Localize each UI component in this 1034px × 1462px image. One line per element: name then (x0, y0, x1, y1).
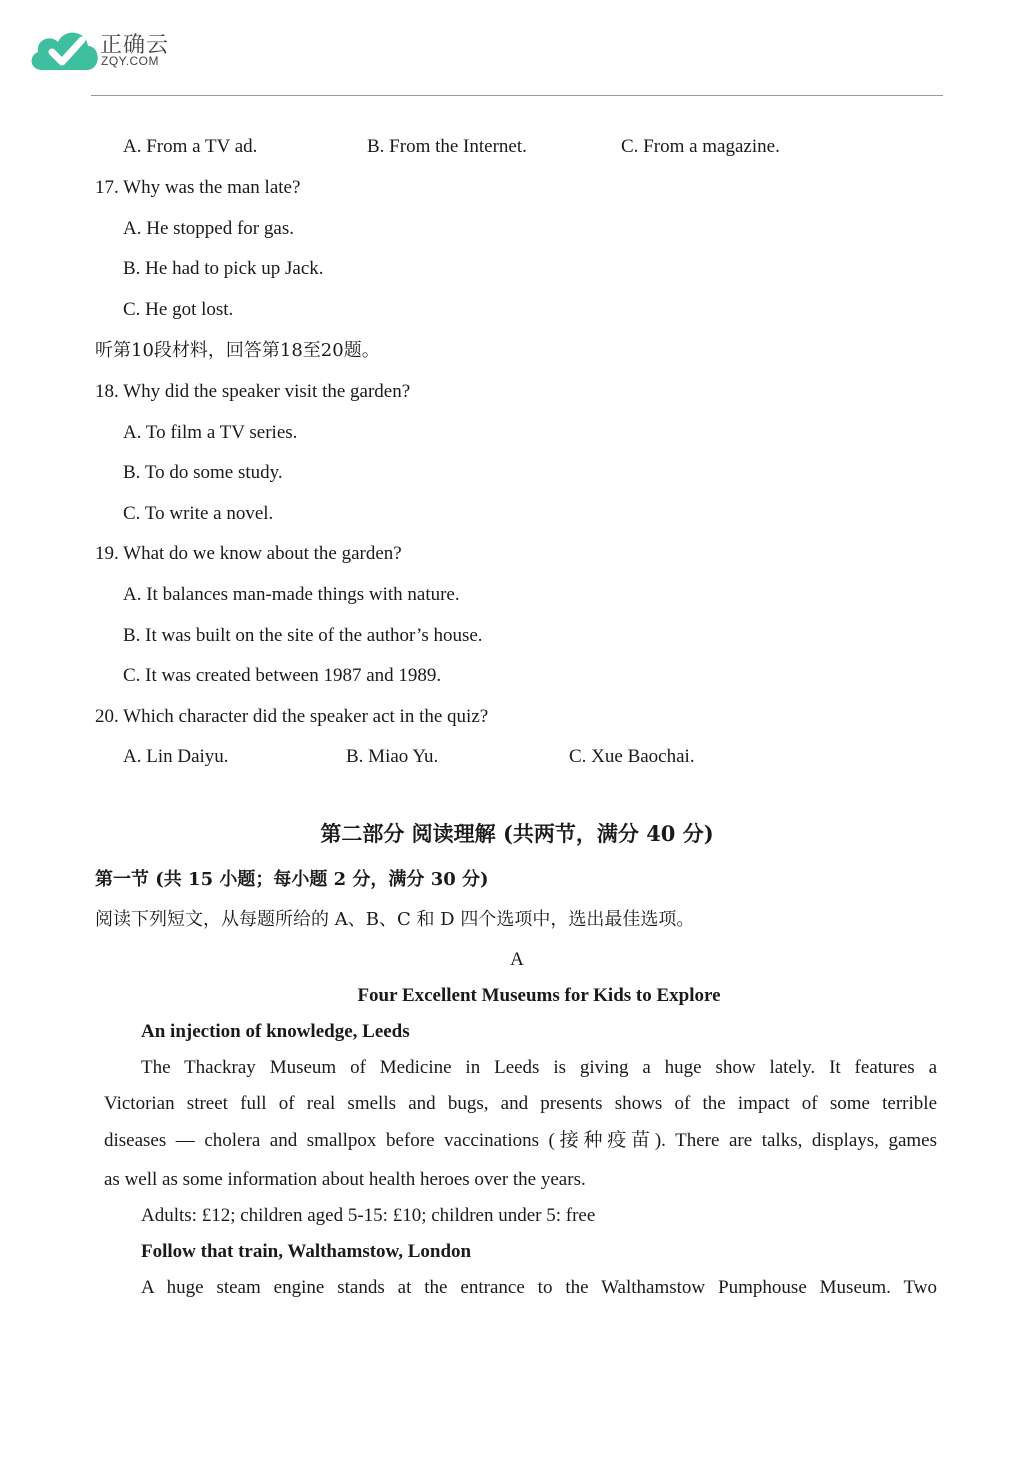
section-heading-leeds: An injection of knowledge, Leeds (141, 1021, 410, 1042)
q19-option-c: C. It was created between 1987 and 1989. (123, 665, 442, 686)
q19-option-a: A. It balances man-made things with nature. (123, 584, 460, 605)
part2-title: 第二部分 阅读理解 (共两节，满分 40 分) (320, 821, 714, 846)
q20-option-b: B. Miao Yu. (346, 746, 439, 767)
q20-option-c: C. Xue Baochai. (569, 746, 695, 767)
q16-option-c: C. From a magazine. (621, 136, 780, 157)
para1-line2: Victorian street full of real smells and bugs, and presents shows of the impact of some terrible (104, 1093, 937, 1114)
q17-option-c: C. He got lost. (123, 299, 234, 320)
q16-option-b: B. From the Internet. (367, 136, 527, 157)
q18-option-a: A. To film a TV series. (123, 422, 298, 443)
section-heading-walthamstow: Follow that train, Walthamstow, London (141, 1241, 472, 1262)
q17-question: 17. Why was the man late? (95, 177, 301, 198)
q18-option-b: B. To do some study. (123, 462, 283, 483)
brand-domain: ZQY.COM (101, 54, 159, 68)
brand-name: 正确云 (100, 33, 170, 58)
q18-option-c: C. To write a novel. (123, 503, 274, 524)
part2-instruction: 阅读下列短文，从每题所给的 A、B、C 和 D 四个选项中，选出最佳选项。 (95, 909, 695, 930)
q19-option-b: B. It was built on the site of the author’s house. (123, 625, 483, 646)
passage-title: Four Excellent Museums for Kids to Explore (357, 985, 721, 1006)
leeds-prices: Adults: £12; children aged 5-15: £10; children under 5: free (141, 1205, 596, 1226)
q18-question: 18. Why did the speaker visit the garden? (95, 381, 411, 402)
q20-option-a: A. Lin Daiyu. (123, 746, 229, 767)
q16-option-a: A. From a TV ad. (123, 136, 258, 157)
section-10-instruction: 听第10段材料，回答第18至20题。 (95, 340, 380, 361)
passage-letter: A (510, 949, 524, 970)
para1-line1: The Thackray Museum of Medicine in Leeds is giving a huge show lately. It features a (141, 1057, 937, 1078)
part2-section1-heading: 第一节 (共 15 小题；每小题 2 分，满分 30 分) (95, 869, 489, 890)
q19-question: 19. What do we know about the garden? (95, 543, 402, 564)
para2-line1: A huge steam engine stands at the entrance to the Walthamstow Pumphouse Museum. Two (141, 1277, 937, 1298)
q17-option-b: B. He had to pick up Jack. (123, 258, 324, 279)
para1-line3: diseases — cholera and smallpox before vaccinations (接种疫苗). There are talks, displays, games (104, 1130, 937, 1151)
q20-question: 20. Which character did the speaker act in the quiz? (95, 706, 489, 727)
para1-line4: as well as some information about health heroes over the years. (104, 1169, 586, 1190)
q17-option-a: A. He stopped for gas. (123, 218, 294, 239)
header-divider (91, 95, 943, 96)
